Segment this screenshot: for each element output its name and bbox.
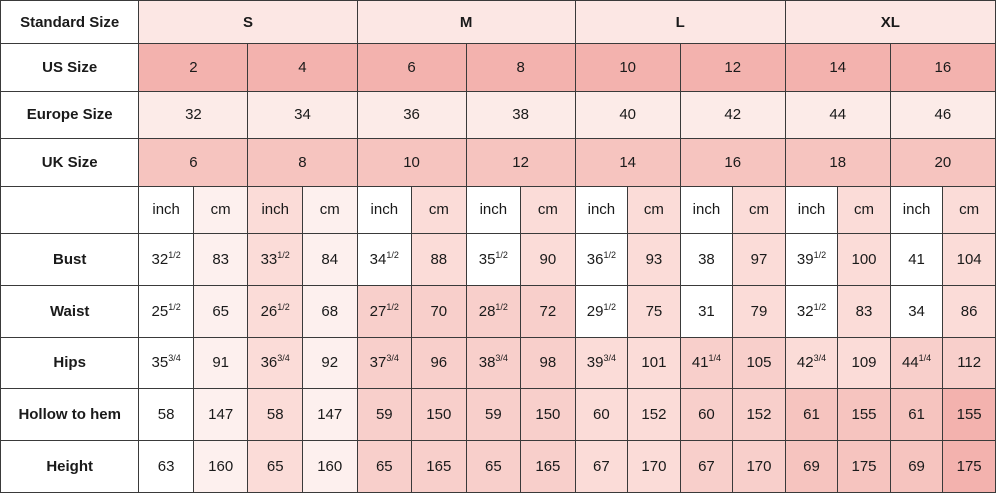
height-inch-cell: 69	[890, 441, 943, 493]
height-inch-cell: 67	[575, 441, 628, 493]
us-size-cell: 16	[890, 44, 995, 91]
waist-cm-cell: 83	[838, 285, 891, 337]
hollow-cm-cell: 155	[838, 389, 891, 441]
row-label-uk-size: UK Size	[1, 139, 139, 186]
waist-cm-cell: 68	[302, 285, 357, 337]
waist-cm-cell: 79	[733, 285, 786, 337]
us-size-cell: 14	[785, 44, 890, 91]
hips-inch-cell	[466, 337, 521, 389]
row-label-height: Height	[1, 441, 139, 493]
fraction: 3/4	[813, 353, 827, 364]
value: 26	[260, 302, 278, 320]
group-header-xl: XL	[785, 1, 995, 44]
uk-size-cell: 8	[248, 139, 357, 186]
waist-inch-cell	[248, 285, 303, 337]
value: 39	[796, 250, 814, 268]
uk-size-cell: 16	[680, 139, 785, 186]
value: 44	[901, 354, 919, 372]
value: 34	[369, 250, 387, 268]
table-row-us-size	[1, 44, 996, 91]
uk-size-cell: 14	[575, 139, 680, 186]
fraction: 3/4	[495, 353, 508, 364]
hips-inch-cell	[357, 337, 412, 389]
value: 42	[796, 354, 814, 372]
hollow-inch-cell: 60	[680, 389, 733, 441]
value: 35	[151, 354, 169, 372]
value: 38	[698, 250, 715, 268]
table-row-hips	[1, 337, 996, 389]
hollow-inch-cell: 61	[890, 389, 943, 441]
hips-cm-cell: 101	[628, 337, 681, 389]
fraction: 1/2	[168, 301, 181, 312]
unit-cell: cm	[943, 186, 996, 233]
hips-cm-cell: 105	[733, 337, 786, 389]
bust-inch-cell	[890, 234, 943, 286]
row-label-waist: Waist	[1, 285, 139, 337]
table-row-hollow-to-hem	[1, 389, 996, 441]
height-inch-cell: 65	[357, 441, 412, 493]
bust-cm-cell: 90	[521, 234, 576, 286]
europe-size-cell: 44	[785, 91, 890, 138]
bust-inch-cell	[357, 234, 412, 286]
bust-cm-cell: 83	[193, 234, 248, 286]
hips-cm-cell: 109	[838, 337, 891, 389]
row-label-hips: Hips	[1, 337, 139, 389]
height-inch-cell: 65	[466, 441, 521, 493]
value: 29	[586, 302, 604, 320]
hollow-inch-cell: 60	[575, 389, 628, 441]
bust-cm-cell: 100	[838, 234, 891, 286]
waist-cm-cell: 86	[943, 285, 996, 337]
bust-inch-cell	[575, 234, 628, 286]
unit-cell: inch	[575, 186, 628, 233]
table-row-waist	[1, 285, 996, 337]
row-label-europe-size: Europe Size	[1, 91, 139, 138]
europe-size-cell: 38	[466, 91, 575, 138]
group-header-m: M	[357, 1, 575, 44]
height-cm-cell: 160	[193, 441, 248, 493]
value: 33	[260, 250, 278, 268]
fraction: 1/2	[386, 301, 399, 312]
europe-size-cell: 32	[139, 91, 248, 138]
fraction: 1/2	[813, 249, 827, 260]
value: 41	[691, 354, 709, 372]
row-label-units	[1, 186, 139, 233]
waist-cm-cell: 75	[628, 285, 681, 337]
value: 25	[151, 302, 169, 320]
bust-cm-cell: 97	[733, 234, 786, 286]
height-cm-cell: 170	[733, 441, 786, 493]
hollow-cm-cell: 150	[521, 389, 576, 441]
europe-size-cell: 40	[575, 91, 680, 138]
fraction: 1/2	[168, 249, 181, 260]
value: 28	[478, 302, 496, 320]
value: 34	[908, 302, 925, 320]
hollow-cm-cell: 155	[943, 389, 996, 441]
us-size-cell: 12	[680, 44, 785, 91]
bust-inch-cell	[680, 234, 733, 286]
bust-cm-cell: 104	[943, 234, 996, 286]
hips-cm-cell: 112	[943, 337, 996, 389]
fraction: 1/2	[495, 301, 508, 312]
europe-size-cell: 36	[357, 91, 466, 138]
uk-size-cell: 20	[890, 139, 995, 186]
waist-inch-cell	[357, 285, 412, 337]
us-size-cell: 2	[139, 44, 248, 91]
us-size-cell: 4	[248, 44, 357, 91]
unit-cell: inch	[466, 186, 521, 233]
value: 27	[369, 302, 387, 320]
height-cm-cell: 165	[521, 441, 576, 493]
row-label-hollow-to-hem: Hollow to hem	[1, 389, 139, 441]
hollow-inch-cell: 59	[466, 389, 521, 441]
group-header-l: L	[575, 1, 785, 44]
unit-cell: cm	[838, 186, 891, 233]
unit-cell: inch	[139, 186, 194, 233]
unit-cell: cm	[628, 186, 681, 233]
height-inch-cell: 69	[785, 441, 838, 493]
fraction: 1/4	[708, 353, 722, 364]
unit-cell: cm	[193, 186, 248, 233]
hollow-cm-cell: 147	[302, 389, 357, 441]
unit-cell: inch	[680, 186, 733, 233]
table-row-height	[1, 441, 996, 493]
waist-inch-cell	[575, 285, 628, 337]
waist-cm-cell: 65	[193, 285, 248, 337]
waist-inch-cell	[890, 285, 943, 337]
europe-size-cell: 42	[680, 91, 785, 138]
hips-inch-cell	[139, 337, 194, 389]
hollow-cm-cell: 150	[412, 389, 467, 441]
height-inch-cell: 67	[680, 441, 733, 493]
bust-inch-cell	[466, 234, 521, 286]
fraction: 1/2	[813, 301, 827, 312]
waist-cm-cell: 72	[521, 285, 576, 337]
bust-cm-cell: 88	[412, 234, 467, 286]
fraction: 1/2	[386, 249, 399, 260]
uk-size-cell: 12	[466, 139, 575, 186]
group-header-s: S	[139, 1, 357, 44]
height-cm-cell: 160	[302, 441, 357, 493]
hips-inch-cell	[680, 337, 733, 389]
bust-cm-cell: 93	[628, 234, 681, 286]
fraction: 1/2	[277, 249, 290, 260]
uk-size-cell: 18	[785, 139, 890, 186]
value: 31	[698, 302, 715, 320]
table-row-bust	[1, 234, 996, 286]
fraction: 1/4	[918, 353, 932, 364]
bust-cm-cell: 84	[302, 234, 357, 286]
bust-inch-cell	[785, 234, 838, 286]
hips-inch-cell	[890, 337, 943, 389]
bust-inch-cell	[139, 234, 194, 286]
bust-inch-cell	[248, 234, 303, 286]
height-cm-cell: 170	[628, 441, 681, 493]
us-size-cell: 10	[575, 44, 680, 91]
europe-size-cell: 46	[890, 91, 995, 138]
hips-cm-cell: 92	[302, 337, 357, 389]
height-inch-cell: 63	[139, 441, 194, 493]
value: 32	[151, 250, 169, 268]
height-cm-cell: 165	[412, 441, 467, 493]
fraction: 3/4	[603, 353, 616, 364]
waist-inch-cell	[785, 285, 838, 337]
table-row-standard-size	[1, 1, 996, 44]
waist-cm-cell: 70	[412, 285, 467, 337]
hollow-inch-cell: 58	[248, 389, 303, 441]
us-size-cell: 6	[357, 44, 466, 91]
unit-cell: inch	[248, 186, 303, 233]
table-row-uk-size	[1, 139, 996, 186]
value: 35	[478, 250, 496, 268]
hips-cm-cell: 96	[412, 337, 467, 389]
hips-inch-cell	[785, 337, 838, 389]
unit-cell: cm	[302, 186, 357, 233]
table-row-europe-size	[1, 91, 996, 138]
unit-cell: inch	[785, 186, 838, 233]
waist-inch-cell	[466, 285, 521, 337]
height-cm-cell: 175	[838, 441, 891, 493]
unit-cell: inch	[357, 186, 412, 233]
row-label-standard-size: Standard Size	[1, 1, 139, 44]
hips-inch-cell	[575, 337, 628, 389]
value: 32	[796, 302, 814, 320]
europe-size-cell: 34	[248, 91, 357, 138]
value: 41	[908, 250, 925, 268]
fraction: 1/2	[495, 249, 508, 260]
waist-inch-cell	[139, 285, 194, 337]
height-cm-cell: 175	[943, 441, 996, 493]
value: 39	[586, 354, 604, 372]
hollow-cm-cell: 152	[733, 389, 786, 441]
waist-inch-cell	[680, 285, 733, 337]
uk-size-cell: 6	[139, 139, 248, 186]
value: 36	[260, 354, 278, 372]
fraction: 3/4	[386, 353, 399, 364]
hollow-inch-cell: 61	[785, 389, 838, 441]
hips-inch-cell	[248, 337, 303, 389]
hollow-inch-cell: 59	[357, 389, 412, 441]
unit-cell: cm	[412, 186, 467, 233]
fraction: 1/2	[603, 249, 616, 260]
hollow-cm-cell: 147	[193, 389, 248, 441]
value: 37	[369, 354, 387, 372]
hips-cm-cell: 91	[193, 337, 248, 389]
value: 36	[586, 250, 604, 268]
row-label-bust: Bust	[1, 234, 139, 286]
row-label-us-size: US Size	[1, 44, 139, 91]
uk-size-cell: 10	[357, 139, 466, 186]
us-size-cell: 8	[466, 44, 575, 91]
unit-cell: cm	[521, 186, 576, 233]
fraction: 1/2	[277, 301, 290, 312]
unit-cell: cm	[733, 186, 786, 233]
hollow-inch-cell: 58	[139, 389, 194, 441]
height-inch-cell: 65	[248, 441, 303, 493]
fraction: 3/4	[168, 353, 181, 364]
hips-cm-cell: 98	[521, 337, 576, 389]
fraction: 3/4	[277, 353, 290, 364]
fraction: 1/2	[603, 301, 616, 312]
hollow-cm-cell: 152	[628, 389, 681, 441]
unit-cell: inch	[890, 186, 943, 233]
table-row-units	[1, 186, 996, 233]
value: 38	[478, 354, 496, 372]
